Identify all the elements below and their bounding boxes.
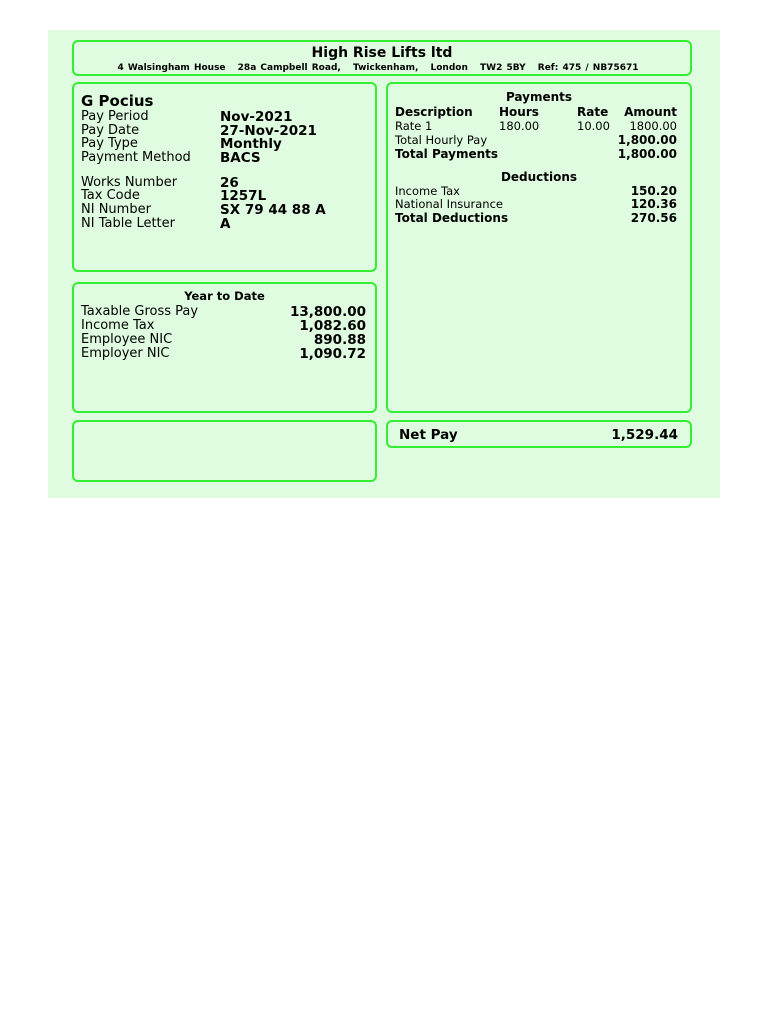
deduction-ni-label: National Insurance — [395, 197, 503, 211]
deduction-ni-value: 120.36 — [630, 197, 677, 211]
col-rate-header: Rate — [577, 105, 609, 119]
ytd-income-tax-value: 1,082.60 — [299, 318, 366, 334]
company-header — [72, 40, 692, 76]
payment-method-label: Payment Method — [81, 150, 191, 165]
tax-code-value: 1257L — [220, 188, 267, 204]
ytd-employee-nic-value: 890.88 — [313, 332, 366, 348]
address-postcode: TW2 5BY — [480, 63, 526, 73]
pay-period-label: Pay Period — [81, 109, 149, 124]
reference: Ref: 475 / NB75671 — [537, 63, 639, 73]
pay-date-value: 27-Nov-2021 — [220, 123, 317, 139]
payment-method-value: BACS — [220, 150, 261, 166]
total-hourly-pay-label: Total Hourly Pay — [395, 133, 488, 147]
ytd-employee-nic-label: Employee NIC — [81, 332, 173, 347]
payments-panel — [386, 82, 692, 413]
payments-title: Payments — [505, 90, 573, 104]
total-deductions-label: Total Deductions — [395, 211, 509, 225]
total-payments-label: Total Payments — [395, 147, 499, 161]
total-hourly-pay-value: 1,800.00 — [617, 133, 677, 147]
employee-details-panel — [72, 82, 377, 272]
net-pay-value: 1,529.44 — [611, 427, 678, 443]
deduction-income-tax-value: 150.20 — [630, 184, 677, 198]
total-payments-value: 1,800.00 — [617, 147, 677, 161]
payment-line-amount: 1800.00 — [629, 119, 677, 133]
pay-date-label: Pay Date — [81, 123, 140, 138]
company-name: High Rise Lifts ltd — [311, 45, 453, 61]
employee-name: G Pocius — [81, 92, 154, 110]
net-pay-panel — [386, 420, 692, 448]
ytd-taxable-gross-label: Taxable Gross Pay — [81, 304, 199, 319]
net-pay-label: Net Pay — [399, 427, 458, 443]
pay-type-label: Pay Type — [81, 136, 138, 151]
year-to-date-panel — [72, 282, 377, 413]
address-town: Twickenham, — [352, 63, 419, 73]
pay-type-value: Monthly — [220, 136, 282, 152]
ytd-income-tax-label: Income Tax — [81, 318, 155, 333]
address-line-2: 28a Campbell Road, — [237, 63, 341, 73]
col-amount-header: Amount — [624, 105, 677, 119]
ni-table-letter-label: NI Table Letter — [81, 216, 175, 231]
works-number-value: 26 — [220, 175, 239, 191]
ytd-employer-nic-value: 1,090.72 — [299, 346, 366, 362]
pay-period-value: Nov-2021 — [220, 109, 293, 125]
ytd-taxable-gross-value: 13,800.00 — [289, 304, 366, 320]
works-number-label: Works Number — [81, 175, 178, 190]
notes-panel — [72, 420, 377, 482]
payment-line-description: Rate 1 — [395, 119, 433, 133]
payment-line-rate: 10.00 — [577, 119, 610, 133]
ytd-employer-nic-label: Employer NIC — [81, 346, 170, 361]
address-city: London — [430, 63, 468, 73]
ytd-title: Year to Date — [184, 289, 265, 303]
ni-table-letter-value: A — [220, 216, 231, 232]
ni-number-label: NI Number — [81, 202, 151, 217]
col-description-header: Description — [395, 105, 473, 119]
tax-code-label: Tax Code — [81, 188, 140, 203]
payment-line-hours: 180.00 — [499, 119, 540, 133]
company-address — [74, 63, 690, 73]
ni-number-value: SX 79 44 88 A — [220, 202, 326, 218]
address-line-1: 4 Walsingham House — [117, 63, 226, 73]
col-hours-header: Hours — [499, 105, 539, 119]
deductions-title: Deductions — [500, 170, 578, 184]
deduction-income-tax-label: Income Tax — [395, 184, 460, 198]
total-deductions-value: 270.56 — [630, 211, 677, 225]
